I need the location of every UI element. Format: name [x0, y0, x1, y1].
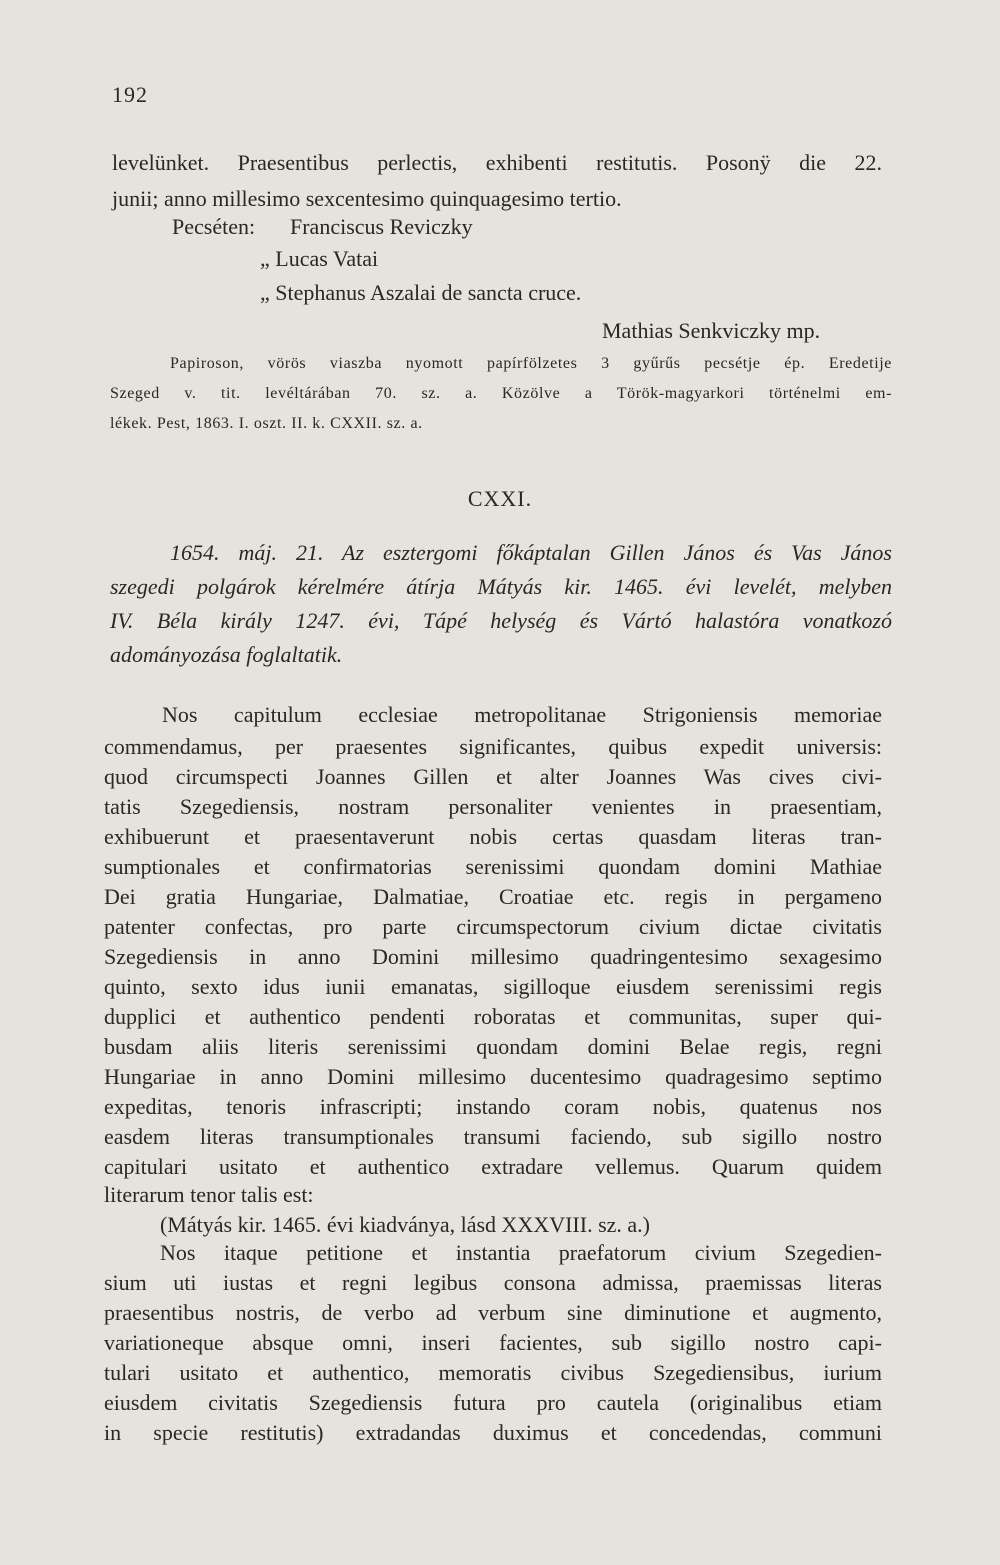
body-line: patenter confectas, pro parte circumspectorum civium dictae civitatis — [104, 914, 882, 939]
body-line: sumptionales et confirmatorias serenissimi quondam domini Mathiae — [104, 854, 882, 879]
closing-line: praesentibus nostris, de verbo ad verbum sine diminutione et augmento, — [104, 1300, 882, 1325]
body-line: commendamus, per praesentes significantes, quibus expedit universis: — [104, 734, 882, 759]
body-line: tatis Szegediensis, nostram personaliter venientes in praesentiam, — [104, 794, 882, 819]
body-line: Hungariae in anno Domini millesimo ducentesimo quadragesimo septimo — [104, 1064, 882, 1089]
footnote-line: lékek. Pest, 1863. I. oszt. II. k. CXXII. sz. a. — [110, 415, 423, 432]
body-line: Szegediensis in anno Domini millesimo quadringentesimo sexagesimo — [104, 944, 882, 969]
body-line: busdam aliis literis serenissimi quondam domini Belae regis, regni — [104, 1034, 882, 1059]
body-line: capitulari usitato et authentico extradare vellemus. Quarum quidem — [104, 1154, 882, 1179]
closing-line: eiusdem civitatis Szegediensis futura pro cautela (originalibus etiam — [104, 1390, 882, 1415]
closing-line: variationeque absque omni, inseri facientes, sub sigillo nostro capi- — [104, 1330, 882, 1355]
body-line: Nos capitulum ecclesiae metropolitanae Strigoniensis memoriae — [162, 702, 882, 727]
footnote-line: Szeged v. tit. levéltárában 70. sz. a. Közölve a Török-magyarkori történelmi em- — [110, 385, 892, 402]
closing-line: tulari usitato et authentico, memoratis civibus Szegediensibus, iurium — [104, 1360, 882, 1385]
body-line: quod circumspecti Joannes Gillen et alter Joannes Was cives civi- — [104, 764, 882, 789]
seal-name: „ Stephanus Aszalai de sancta cruce. — [260, 280, 582, 305]
body-line: dupplici et authentico pendenti roboratas et communitas, super qui- — [104, 1004, 882, 1029]
body-line: expeditas, tenoris infrascripti; instando coram nobis, quatenus nos — [104, 1094, 882, 1119]
summary-line: 1654. máj. 21. Az esztergomi főkáptalan Gillen János és Vas János — [170, 540, 892, 565]
body-line: easdem literas transumptionales transumi faciendo, sub sigillo nostro — [104, 1124, 882, 1149]
summary-line: IV. Béla király 1247. évi, Tápé helység és Vártó halastóra vonatkozó — [110, 608, 892, 633]
closing-line: Nos itaque petitione et instantia praefatorum civium Szegedien- — [160, 1240, 882, 1265]
summary-line: adományozása foglaltatik. — [110, 642, 343, 667]
document-number: CXXI. — [467, 486, 533, 511]
reference-line: (Mátyás kir. 1465. évi kiadványa, lásd XXXVIII. sz. a.) — [160, 1212, 650, 1237]
body-line: quinto, sexto idus iunii emanatas, sigilloque eiusdem serenissimi regis — [104, 974, 882, 999]
body-line: Dei gratia Hungariae, Dalmatiae, Croatiae etc. regis in pergameno — [104, 884, 882, 909]
closing-line: in specie restitutis) extradandas duximus et concedendas, communi — [104, 1420, 882, 1445]
summary-line: szegedi polgárok kérelmére átírja Mátyás kir. 1465. évi levelét, melyben — [110, 574, 892, 599]
page-number: 192 — [112, 82, 148, 107]
seal-name: „ Lucas Vatai — [260, 246, 379, 271]
text-line: junii; anno millesimo sexcentesimo quinquagesimo tertio. — [112, 186, 622, 211]
seal-label: Pecséten: — [172, 214, 256, 239]
seal-name: Franciscus Reviczky — [290, 214, 473, 239]
body-line: literarum tenor talis est: — [104, 1182, 314, 1207]
closing-line: sium uti iustas et regni legibus consona admissa, praemissas literas — [104, 1270, 882, 1295]
body-line: exhibuerunt et praesentaverunt nobis certas quasdam literas tran- — [104, 824, 882, 849]
signature: Mathias Senkviczky mp. — [602, 318, 821, 343]
footnote-line: Papiroson, vörös viaszba nyomott papírfölzetes 3 gyűrűs pecsétje ép. Eredetije — [170, 355, 892, 372]
text-line: levelünket. Praesentibus perlectis, exhibenti restitutis. Posonÿ die 22. — [112, 150, 882, 175]
